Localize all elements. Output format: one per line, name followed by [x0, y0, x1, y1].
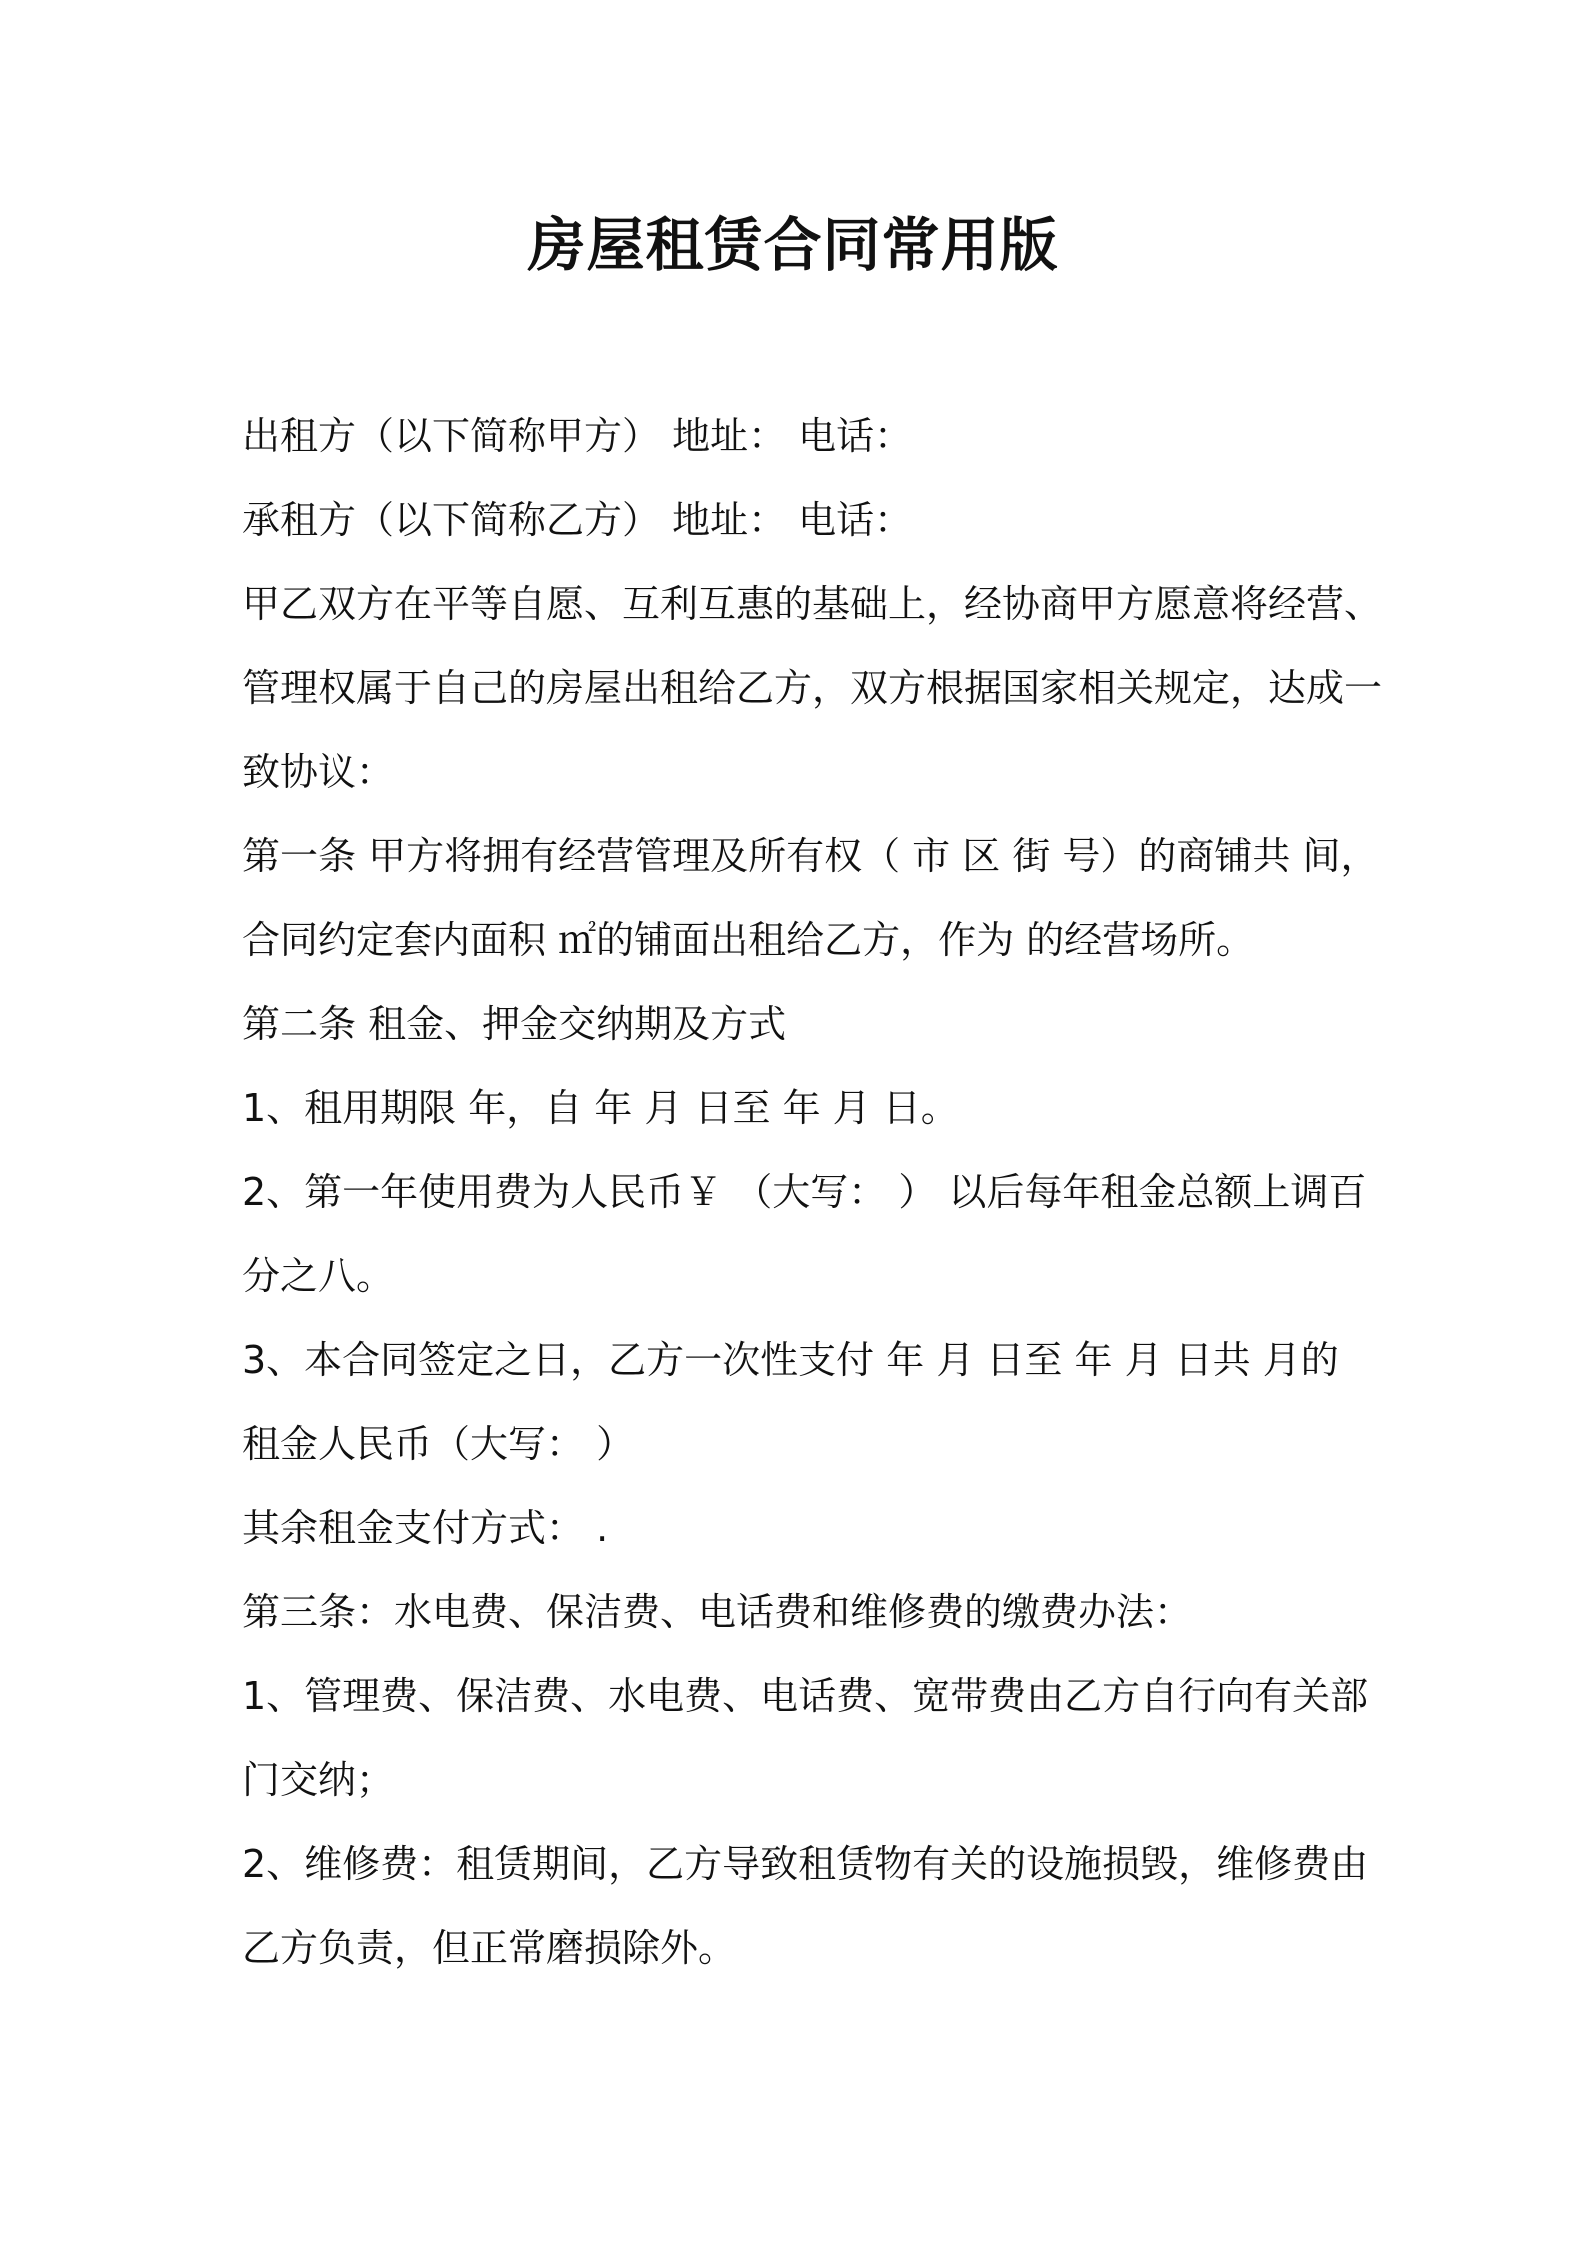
article-2-item-3-line-1: 3、本合同签定之日，乙方一次性支付 年 月 日至 年 月 日共 月的	[242, 1338, 1339, 1382]
article-3-item-1-line-2: 门交纳；	[242, 1758, 395, 1802]
article-2-item-1: 1、租用期限 年，自 年 月 日至 年 月 日。	[242, 1086, 959, 1130]
lessor-line: 出租方（以下简称甲方） 地址： 电话：	[242, 414, 913, 458]
article-3-item-1-line-1: 1、管理费、保洁费、水电费、电话费、宽带费由乙方自行向有关部	[242, 1674, 1369, 1718]
article-2-item-2-line-2: 分之八。	[242, 1254, 395, 1298]
document-title: 房屋租赁合同常用版	[527, 211, 1059, 279]
article-3-heading: 第三条：水电费、保洁费、电话费和维修费的缴费办法：	[242, 1590, 1193, 1634]
article-1-line-1: 第一条 甲方将拥有经营管理及所有权（ 市 区 街 号）的商铺共 间，	[242, 834, 1379, 878]
preamble-line-2: 管理权属于自己的房屋出租给乙方，双方根据国家相关规定，达成一	[242, 666, 1383, 710]
article-2-item-2-line-1: 2、第一年使用费为人民币￥ （大写： ） 以后每年租金总额上调百	[242, 1170, 1367, 1214]
article-1-line-2: 合同约定套内面积 ㎡的铺面出租给乙方，作为 的经营场所。	[242, 918, 1255, 962]
article-3-item-2-line-2: 乙方负责，但正常磨损除外。	[242, 1926, 737, 1970]
lessee-line: 承租方（以下简称乙方） 地址： 电话：	[242, 498, 913, 542]
article-3-item-2-line-1: 2、维修费：租赁期间，乙方导致租赁物有关的设施损毁，维修费由	[242, 1842, 1369, 1886]
preamble-line-3: 致协议：	[242, 750, 395, 794]
article-2-heading: 第二条 租金、押金交纳期及方式	[242, 1002, 787, 1046]
remaining-rent-line: 其余租金支付方式： .	[242, 1506, 609, 1550]
preamble-line-1: 甲乙双方在平等自愿、互利互惠的基础上，经协商甲方愿意将经营、	[242, 582, 1383, 626]
article-2-item-3-line-2: 租金人民币（大写： ）	[242, 1422, 635, 1466]
